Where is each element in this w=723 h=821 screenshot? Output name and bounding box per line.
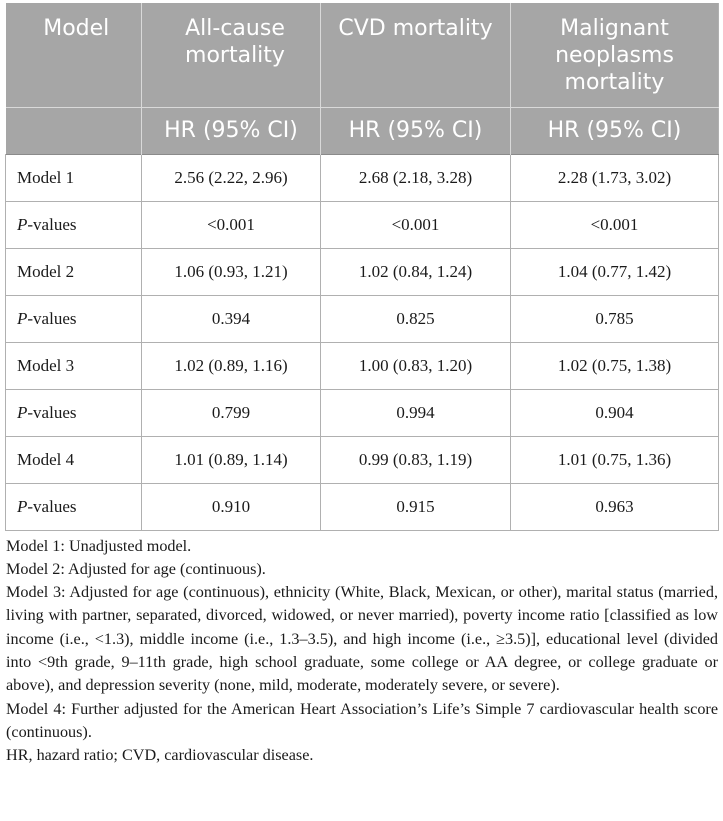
cell-all-cause: 0.394 [142,295,321,342]
row-label [6,295,142,342]
row-label: Model 3 [6,342,142,389]
cell-all-cause: 1.01 (0.89, 1.14) [142,436,321,483]
p-rest: -values [27,214,77,234]
table-footnotes [5,535,718,768]
hazard-ratio-table [5,3,719,531]
table-row [6,154,719,201]
row-label [6,483,142,530]
cell-cvd: 0.825 [321,295,511,342]
cell-all-cause: 2.56 (2.22, 2.96) [142,154,321,201]
header-hr-all-cause: HR (95% CI) [142,107,321,154]
row-label: Model 4 [6,436,142,483]
header-row-titles [6,3,719,107]
table-row [6,248,719,295]
cell-malignant: 1.04 (0.77, 1.42) [511,248,719,295]
table-figure [5,3,718,767]
footnote-model-4: Model 4: Further adjusted for the American Heart Association’s Life’s Simple 7 cardiovascular health score (continuous). [6,699,718,741]
cell-malignant: 0.904 [511,389,719,436]
cell-cvd: 1.02 (0.84, 1.24) [321,248,511,295]
table-row [6,295,719,342]
header-all-cause: All-cause mortality [142,3,321,107]
header-units-empty [6,107,142,154]
footnote-model-2: Model 2: Adjusted for age (continuous). [6,559,266,578]
footnote-abbreviations: HR, hazard ratio; CVD, cardiovascular disease. [6,746,314,765]
cell-cvd: 0.994 [321,389,511,436]
table-row [6,483,719,530]
p-rest: -values [27,402,77,422]
cell-cvd: <0.001 [321,201,511,248]
p-italic: P [17,214,28,234]
cell-all-cause: <0.001 [142,201,321,248]
header-row-units [6,107,719,154]
cell-malignant: 2.28 (1.73, 3.02) [511,154,719,201]
table-row [6,436,719,483]
header-hr-cvd: HR (95% CI) [321,107,511,154]
table-row [6,201,719,248]
cell-all-cause: 0.799 [142,389,321,436]
cell-all-cause: 0.910 [142,483,321,530]
cell-cvd: 2.68 (2.18, 3.28) [321,154,511,201]
row-label [6,389,142,436]
cell-cvd: 0.99 (0.83, 1.19) [321,436,511,483]
row-label: Model 1 [6,154,142,201]
p-italic: P [17,308,28,328]
cell-cvd: 0.915 [321,483,511,530]
p-italic: P [17,496,28,516]
cell-all-cause: 1.06 (0.93, 1.21) [142,248,321,295]
row-label [6,201,142,248]
cell-all-cause: 1.02 (0.89, 1.16) [142,342,321,389]
footnote-model-3: Model 3: Adjusted for age (continuous), ethnicity (White, Black, Mexican, or other), marital status (married, living with partner, separated, divorced, widowed, or never married), poverty income ratio [classified as low income (i.e., <1.3), middle income (i.e., 1.3–3.5), and high income (i.e., ≥3.5)], educational level (divided into <9th grade, 9–11th grade, high school graduate, some college or AA degree, or college graduate or above), and depression severity (none, mild, moderate, moderately severe, or severe). [6,583,718,695]
p-rest: -values [27,308,77,328]
p-italic: P [17,402,28,422]
table-row [6,389,719,436]
cell-cvd: 1.00 (0.83, 1.20) [321,342,511,389]
cell-malignant: <0.001 [511,201,719,248]
header-model: Model [6,3,142,107]
table-row [6,342,719,389]
cell-malignant: 1.01 (0.75, 1.36) [511,436,719,483]
cell-malignant: 0.785 [511,295,719,342]
p-rest: -values [27,496,77,516]
header-malignant: Malignant neoplasms mortality [511,3,719,107]
row-label: Model 2 [6,248,142,295]
cell-malignant: 0.963 [511,483,719,530]
header-hr-malignant: HR (95% CI) [511,107,719,154]
footnote-model-1: Model 1: Unadjusted model. [6,536,192,555]
header-cvd: CVD mortality [321,3,511,107]
cell-malignant: 1.02 (0.75, 1.38) [511,342,719,389]
